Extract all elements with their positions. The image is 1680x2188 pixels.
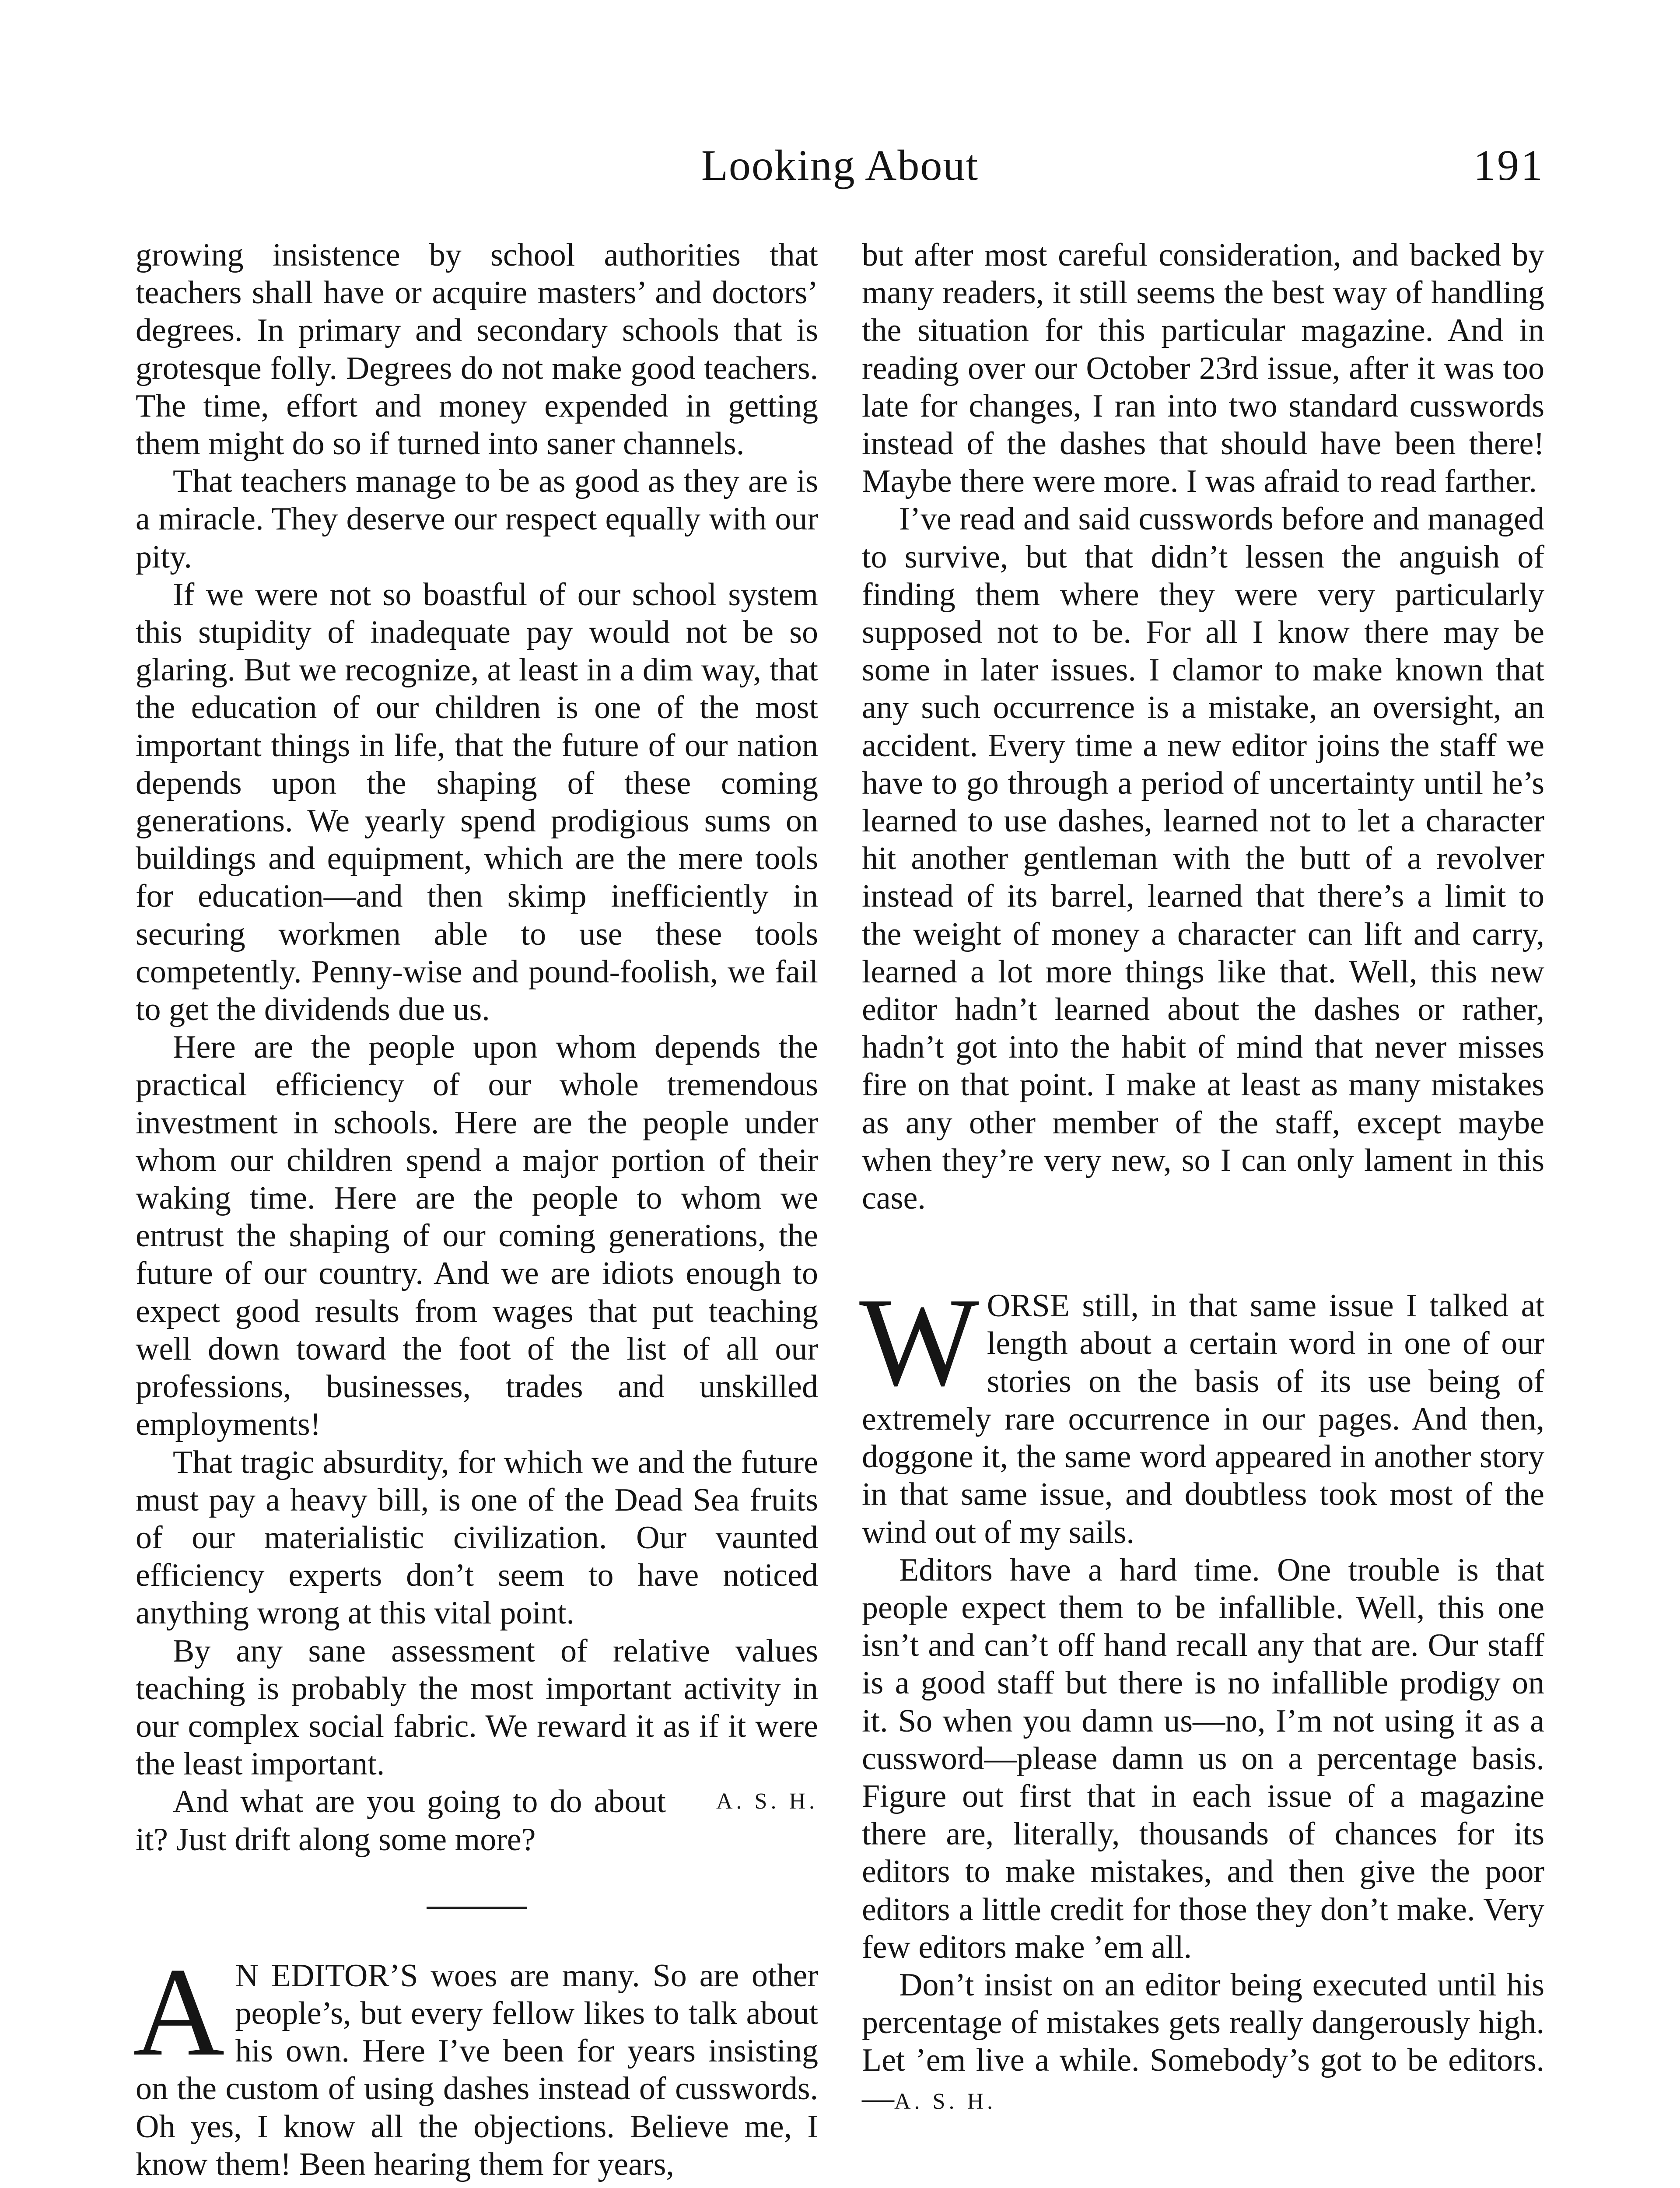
section-divider [427, 1907, 527, 1909]
drop-cap: W [859, 1272, 979, 1413]
lead-in-caps: ORSE [987, 1288, 1070, 1324]
paragraph: I’ve read and said cusswords before and managed to survive, but that didn’t lessen the anguish of finding them where they were very particularly supposed not to be. For all I know there may be some in later issues. I clamor to make known that any such occurrence is a mistake, an oversight, an accident. Every time a new editor joins the staff we have to go through a period of uncertainty until he’s learned to use dashes, learned not to let a character hit another gentleman with the butt of a revolver instead of its barrel, learned that there’s a limit to the weight of money a character can lift and carry, learned a lot more things like that. Well, this new editor hadn’t learned about the dashes or rather, hadn’t got into the habit of mind that never misses fire on that point. I make at least as many mistakes as any other member of the staff, except maybe when they’re very new, so I can only lament in this case. [862, 501, 1544, 1217]
closing-paragraph [862, 1966, 1544, 2121]
right-column [859, 236, 1544, 2121]
paragraph: If we were not so boastful of our school system this stupidity of inadequate pay would not be so glaring. But we recognize, at least in a dim way, that the education of our children is one of the most important things in life, that the future of our nation depends upon the shaping of these coming generations. We yearly spend prodigious sums on buildings and equipment, which are the mere tools for education—and then skimp inefficiently in securing workmen able to use these tools competently. Penny-wise and pound-foolish, we fail to get the dividends due us. [136, 576, 818, 1028]
paragraph: growing insistence by school authorities that teachers shall have or acquire masters’ and doctors’ degrees. In primary and secondary schools that is grotesque folly. Degrees do not make good teachers. The time, effort and money expended in getting them might do so if turned into saner channels. [136, 237, 818, 462]
author-signature: A. S. H. [716, 1789, 818, 1814]
running-title: Looking About [701, 141, 979, 189]
section-opening-paragraph [133, 1941, 818, 2183]
closing-paragraph [136, 1783, 818, 1858]
paragraph: but after most careful consideration, and backed by many readers, it still seems the best way of handling the situation for this particular magazine. And in reading over our October 23rd issue, after it was too late for changes, I ran into two standard cusswords instead of the dashes that should have been there! Maybe there were more. I was afraid to read farther. [862, 237, 1544, 500]
lead-in-caps: N EDITOR’S [235, 1957, 418, 1994]
paragraph: Here are the people upon whom depends the practical efficiency of our whole tremendous investment in schools. Here are the people under whom our children spend a major portion of their waking time. Here are the people to whom we entrust the shaping of our coming generations, the future of our country. And we are idiots enough to expect good results from wages that put teaching well down toward the foot of the list of all our professions, businesses, trades and unskilled employments! [136, 1029, 818, 1443]
closing-text: Don’t insist on an editor being executed until his percentage of mistakes gets really dangerously high. Let ’em live a while. Somebody’s got to be editors.— [862, 1967, 1544, 2116]
drop-cap: A [133, 1941, 225, 2082]
section-opening-paragraph [859, 1272, 1544, 1551]
paragraph: Editors have a hard time. One trouble is that people expect them to be infallible. Well, this one isn’t and can’t off hand recall any that are. Our staff is a good staff but there is no infallible prodigy on it. So when you damn us—no, I’m not using it as a cussword—please damn us on a percentage basis. Figure out first that in each issue of a magazine there are, literally, thousands of chances for its editors to make mistakes, and then give the poor editors a little credit for those they don’t make. Very few editors make ’em all. [862, 1552, 1544, 1965]
page-number: 191 [1474, 141, 1544, 189]
paragraph: That teachers manage to be as good as they are is a miracle. They deserve our respect equally with our pity. [136, 463, 818, 575]
running-head [0, 131, 1680, 197]
section-text: woes are many. So are other people’s, but every fellow likes to talk about his own. Here I’ve been for years insisting on the custom of using dashes instead of cusswords. Oh yes, I know all the objections. Believe me, I know them! Been hearing them for years, [136, 1957, 818, 2182]
author-signature: A. S. H. [894, 2089, 997, 2114]
paragraph: That tragic absurdity, for which we and the future must pay a heavy bill, is one of the Dead Sea fruits of our materialistic civilization. Our vaunted efficiency experts don’t seem to have noticed anything wrong at this vital point. [136, 1444, 818, 1631]
paragraph: By any sane assessment of relative values teaching is probably the most important activity in our complex social fabric. We reward it as if it were the least important. [136, 1633, 818, 1782]
left-column [133, 236, 818, 2183]
closing-text: And what are you going to do about it? Just drift along some more? [136, 1784, 666, 1858]
section-text: still, in that same issue I talked at length about a certain word in one of our stories on the basis of its use being of extremely rare occurrence in our pages. And then, doggone it, the same word appeared in another story in that same issue, and doubtless took most of the wind out of my sails. [862, 1288, 1544, 1550]
